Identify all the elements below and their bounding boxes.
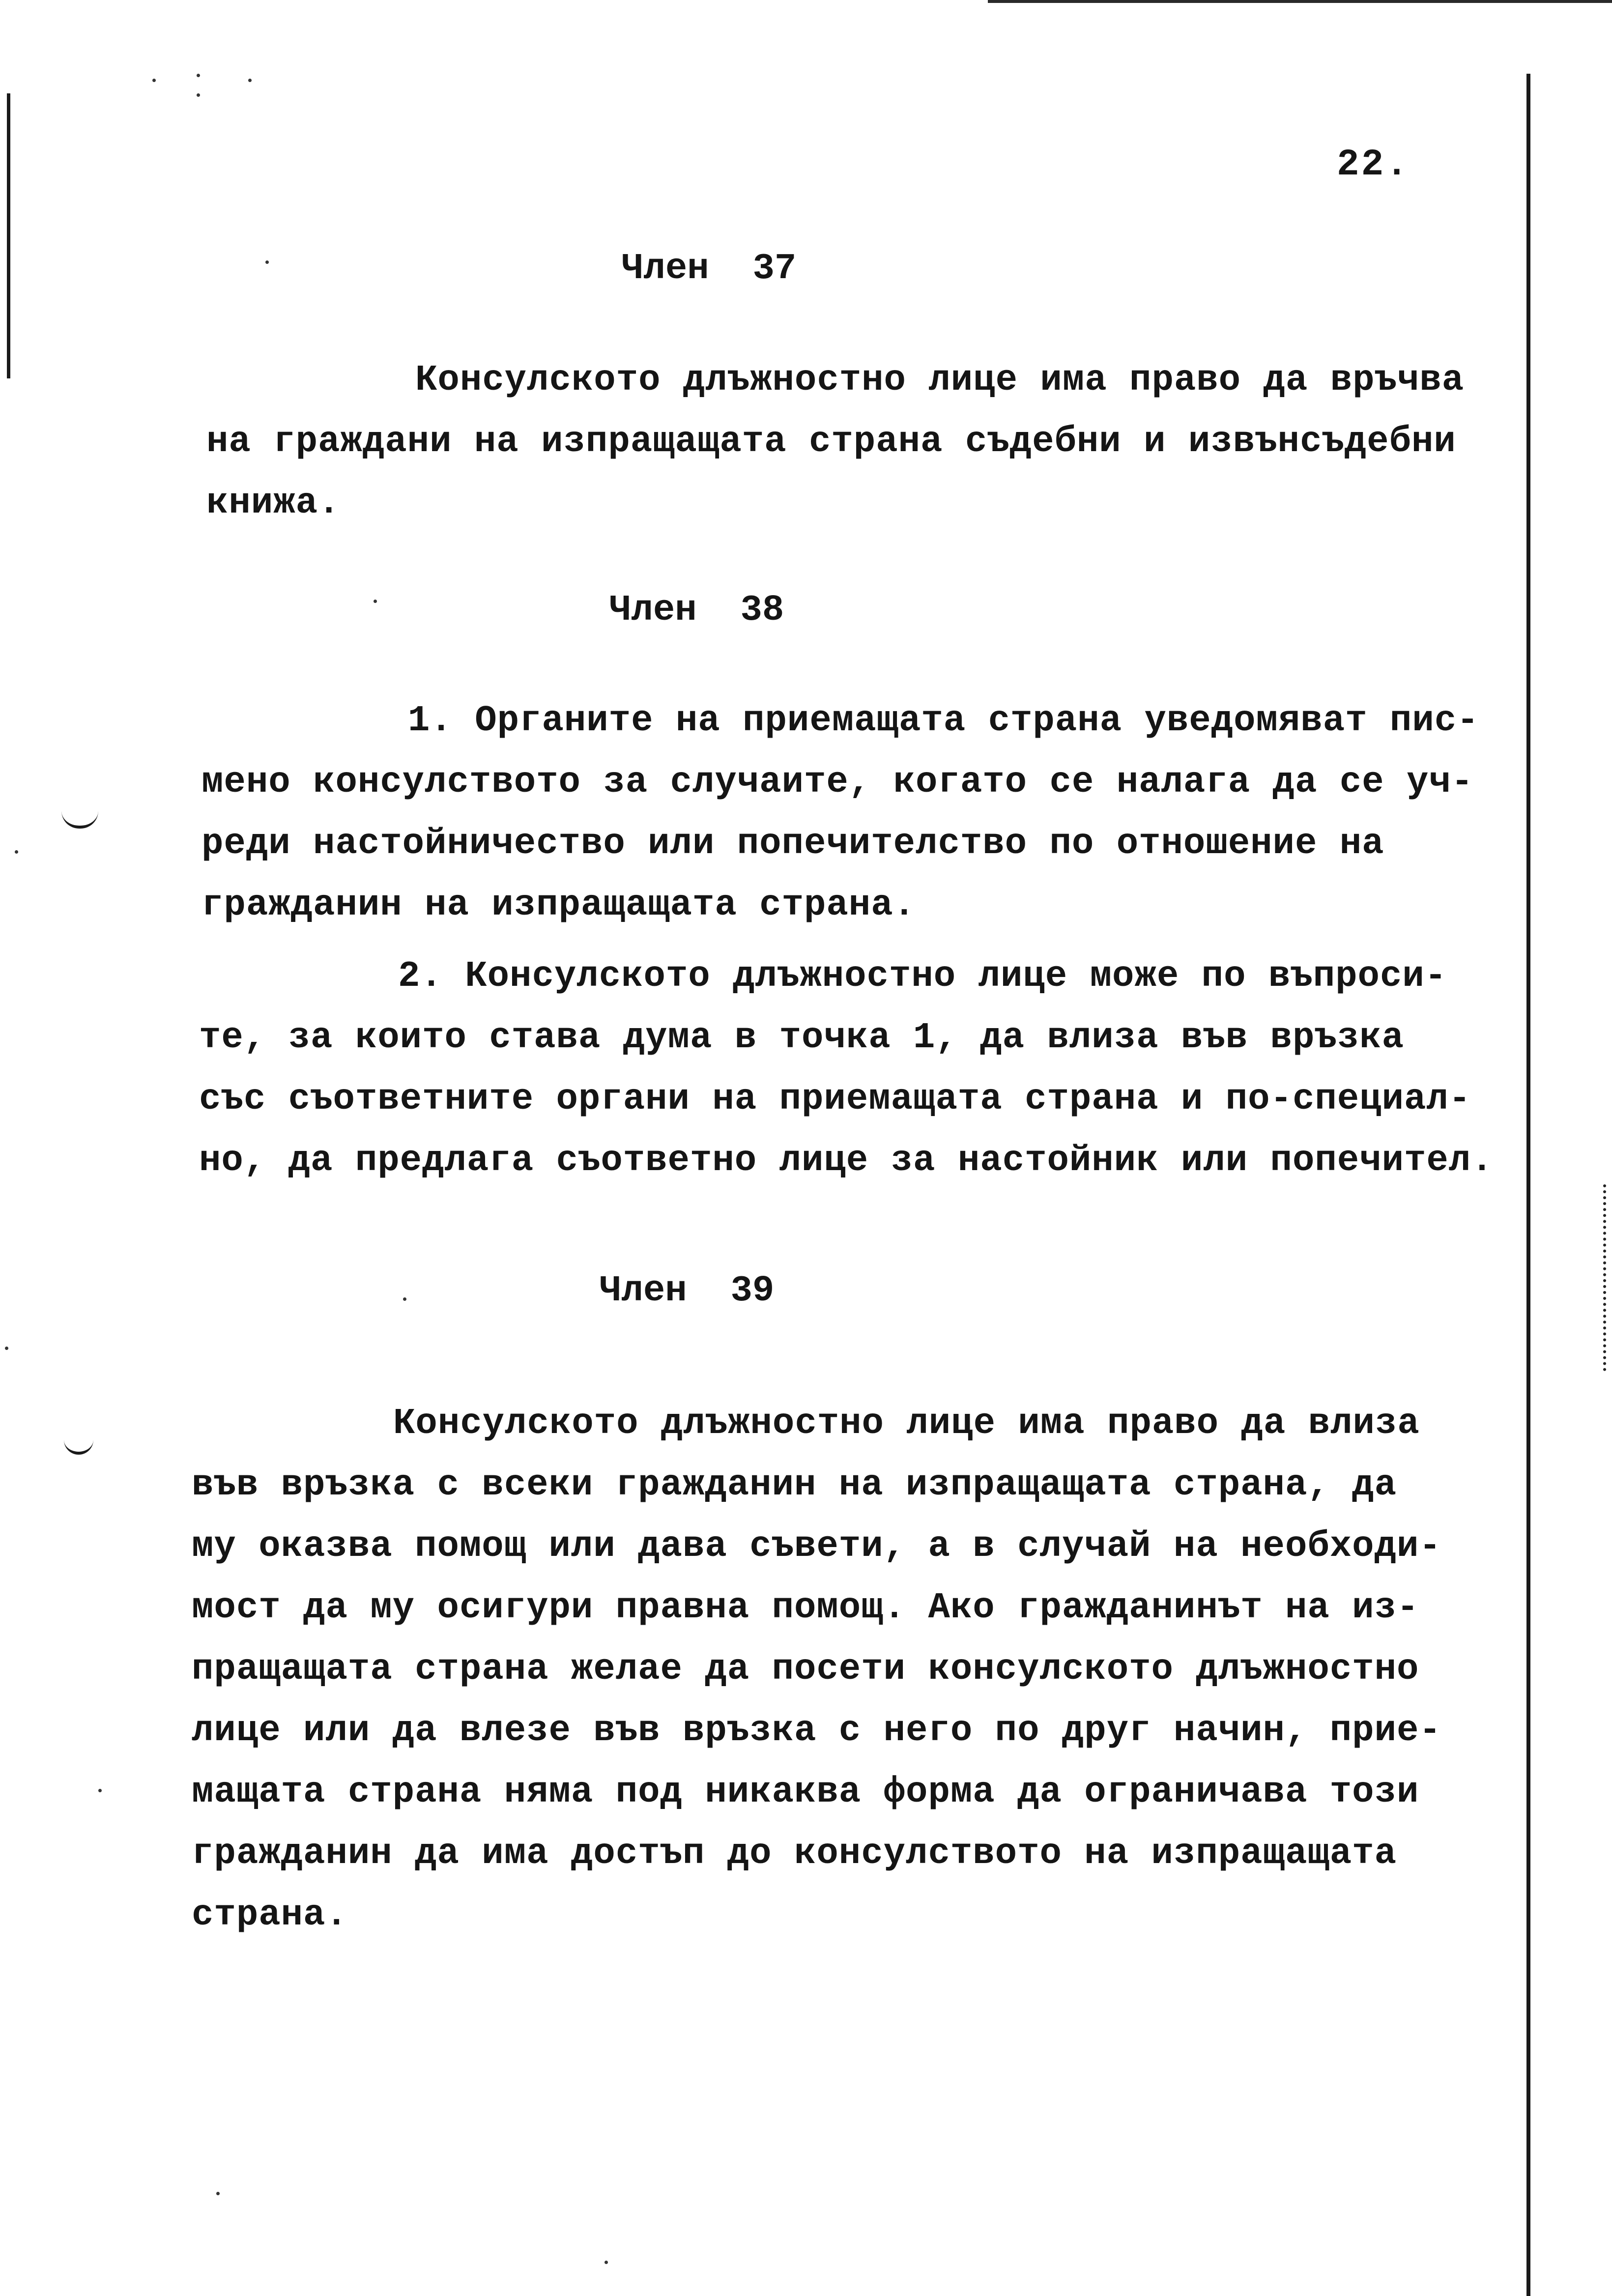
scan-speck: [216, 2192, 220, 2195]
scan-speck: [5, 1347, 8, 1350]
text-line: пращащата страна желае да посети консулското длъжностно: [192, 1649, 1419, 1690]
page-number: 22.: [1337, 144, 1410, 186]
scan-speck: [248, 79, 252, 82]
text-line: те, за които става дума в точка 1, да влиза във връзка: [199, 1017, 1404, 1059]
article-37-heading: Член 37: [622, 248, 797, 289]
scan-edge-ticks: [1603, 1184, 1609, 1371]
text-line: във връзка с всеки гражданин на изпращащата страна, да: [192, 1464, 1397, 1506]
scan-speck: [98, 1789, 102, 1792]
text-line: но, да предлага съответно лице за настойник или попечител.: [199, 1140, 1494, 1181]
scan-speck: [197, 93, 200, 97]
text-line: страна.: [192, 1894, 348, 1936]
text-line: книжа.: [206, 483, 341, 524]
text-line: мост да му осигури правна помощ. Ако гражданинът на из-: [192, 1587, 1419, 1629]
text-line: реди настойничество или попечителство по отношение на: [202, 823, 1384, 864]
scan-edge-top: [988, 0, 1612, 3]
article-38-paragraph-2: [199, 946, 1494, 1192]
article-38-heading: Член 38: [609, 590, 784, 631]
scan-edge-left: [7, 93, 10, 378]
text-line: със съответните органи на приемащата страна и по-специал-: [199, 1079, 1471, 1120]
text-line: Консулското длъжностно лице има право да влиза: [393, 1403, 1420, 1444]
text-line: мено консулството за случаите, когато се налага да се уч-: [202, 762, 1474, 803]
text-line: Консулското длъжностно лице има право да връчва: [415, 360, 1465, 401]
scan-edge-right: [1526, 74, 1530, 2296]
text-line: гражданин да има достъп до консулството на изпращащата: [192, 1833, 1397, 1874]
scan-speck: [15, 850, 18, 854]
scan-speck: [152, 79, 156, 82]
article-39-paragraph: [192, 1393, 1441, 1946]
scan-speck: [374, 600, 377, 603]
text-line: лице или да влезе във връзка с него по друг начин, прие-: [192, 1710, 1441, 1751]
scan-mark: [64, 1440, 93, 1455]
text-line: мащата страна няма под никаква форма да ограничава този: [192, 1772, 1419, 1813]
scan-mark: [61, 811, 98, 829]
text-line: гражданин на изпращащата страна.: [202, 885, 916, 926]
text-line: 1. Органите на приемащата страна уведомяват пис-: [408, 700, 1479, 742]
text-line: на граждани на изпращащата страна съдебни и извънсъдебни: [206, 421, 1456, 462]
article-39-heading: Член 39: [600, 1270, 775, 1312]
article-38-paragraph-1: [202, 690, 1479, 936]
text-line: му оказва помощ или дава съвети, а в случай на необходи-: [192, 1526, 1441, 1567]
article-37-paragraph: [206, 350, 1464, 534]
scan-speck: [197, 74, 200, 77]
text-line: 2. Консулското длъжностно лице може по въпроси-: [398, 956, 1447, 997]
scan-speck: [604, 2261, 608, 2264]
scan-speck: [265, 260, 269, 264]
scan-speck: [403, 1297, 406, 1301]
